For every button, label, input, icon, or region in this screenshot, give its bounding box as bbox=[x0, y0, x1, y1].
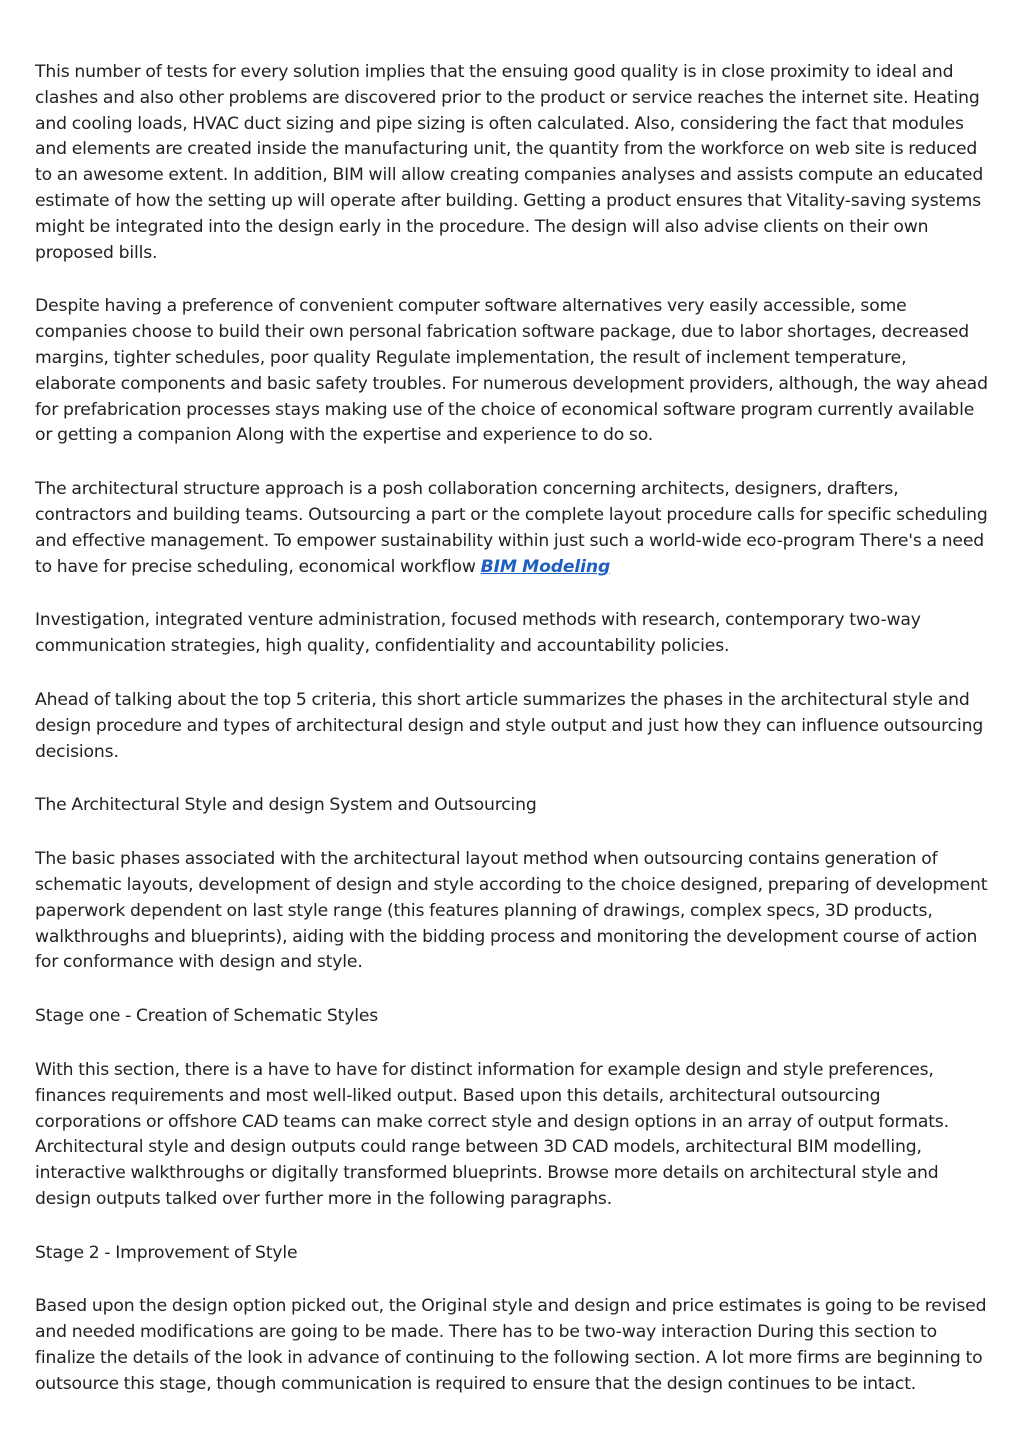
paragraph-top-criteria-intro bbox=[35, 688, 988, 765]
heading-text: Stage 2 - Improvement of Style bbox=[35, 1242, 298, 1263]
paragraph-basic-phases bbox=[35, 847, 988, 976]
paragraph-stage-two-details bbox=[35, 1294, 988, 1397]
bim-modeling-link[interactable]: BIM Modeling bbox=[480, 556, 611, 577]
paragraph-testing-quality bbox=[35, 60, 988, 266]
section-heading-stage-two bbox=[35, 1241, 988, 1267]
paragraph-text: Based upon the design option picked out, the Original style and design and price estimates is going to be revised and needed modifications are going to be made. There has to be two-way interaction During this section to finalize the details of the look in advance of continuing to the following section. A lot more firms are beginning to outsource this stage, though communication is required to ensure that the design continues to be intact. bbox=[35, 1296, 987, 1394]
section-heading-stage-one bbox=[35, 1004, 988, 1030]
heading-text: The Architectural Style and design System and Outsourcing bbox=[35, 795, 537, 816]
paragraph-text: The basic phases associated with the architectural layout method when outsourcing contains generation of schematic layouts, development of design and style according to the choice designed, preparing of development paperwork dependent on last style range (this features planning of drawings, complex specs, 3D products, walkthroughs and blueprints), aiding with the bidding process and monitoring the development course of action for conformance with design and style. bbox=[35, 849, 988, 973]
paragraph-fabrication-software bbox=[35, 294, 988, 449]
heading-text: Stage one - Creation of Schematic Styles bbox=[35, 1006, 379, 1027]
paragraph-text: The architectural structure approach is a posh collaboration concerning architects, designers, drafters, contractors and building teams. Outsourcing a part or the complete layout procedure calls for specific scheduling and effective management. To empower sustainability within just such a world-wide eco-program There's a need to have for precise scheduling, economical workflow bbox=[35, 479, 988, 577]
paragraph-text: With this section, there is a have to have for distinct information for example design and style preferences, finances requirements and most well-liked output. Based upon this details, architectural outsourcing corporations or offshore CAD teams can make correct style and design options in an array of output formats. Architectural style and design outputs could range between 3D CAD models, architectural BIM modelling, interactive walkthroughs or digitally transformed blueprints. Browse more details on architectural style and design outputs talked over further more in the following paragraphs. bbox=[35, 1059, 949, 1209]
paragraph-text: Despite having a preference of convenient computer software alternatives very easily accessible, some companies choose to build their own personal fabrication software package, due to labor shortages, decreased margins, tighter schedules, poor quality Regulate implementation, the result of inclement temperature, elaborate components and basic safety troubles. For numerous development providers, although, the way ahead for prefabrication processes stays making use of the choice of economical software program currently available or getting a companion Along with the expertise and experience to do so. bbox=[35, 296, 988, 446]
paragraph-text: This number of tests for every solution implies that the ensuing good quality is in close proximity to ideal and clashes and also other problems are discovered prior to the product or service reaches the internet site. Heating and cooling loads, HVAC duct sizing and pipe sizing is often calculated. Also, considering the fact that modules and elements are created inside the manufacturing unit, the quantity from the workforce on web site is reduced to an awesome extent. In addition, BIM will allow creating companies analyses and assists compute an educated estimate of how the setting up will operate after building. Getting a product ensures that Vitality-saving systems might be integrated into the design early in the procedure. The design will also advise clients on their own proposed bills. bbox=[35, 62, 984, 263]
paragraph-investigation bbox=[35, 608, 988, 660]
paragraph-text: Ahead of talking about the top 5 criteria, this short article summarizes the phases in the architectural style and design procedure and types of architectural design and style output and just how they can influence outsourcing decisions. bbox=[35, 689, 984, 762]
paragraph-architectural-approach bbox=[35, 477, 988, 580]
section-heading-design-system bbox=[35, 793, 988, 819]
paragraph-stage-one-details bbox=[35, 1058, 988, 1213]
paragraph-text: Investigation, integrated venture administration, focused methods with research, contemporary two-way communication strategies, high quality, confidentiality and accountability policies. bbox=[35, 610, 921, 657]
